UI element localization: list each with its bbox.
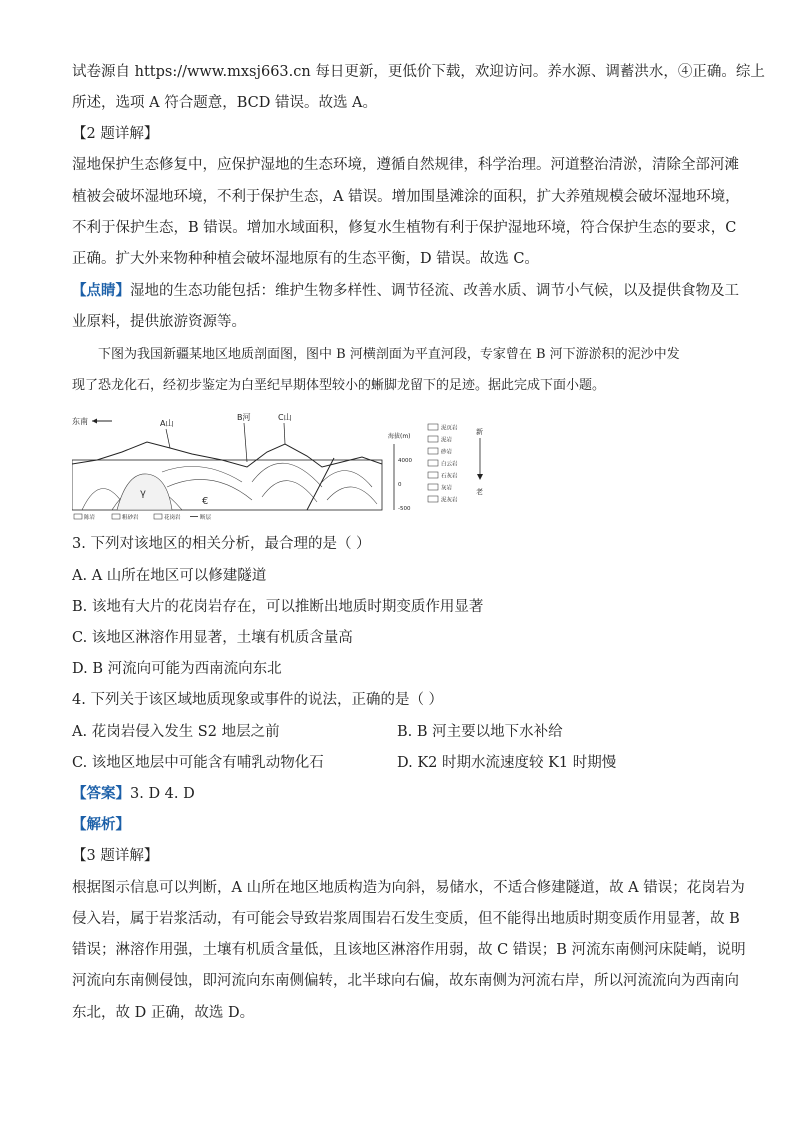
elev-tick-minus500: -500 — [398, 506, 411, 512]
line-6: 正确。扩大外来物种种植会破坏湿地原有的生态平衡，D 错误。故选 C。 — [72, 251, 539, 267]
q4-option-b: B. B 河主要以地下水补给 — [397, 724, 563, 740]
svg-text:花岗岩: 花岗岩 — [164, 515, 181, 521]
q3-option-c: C. 该地区淋溶作用显著，土壤有机质含量高 — [72, 630, 353, 646]
line-8: 业原料，提供旅游资源等。 — [72, 314, 246, 330]
legend-o1: 灰岩 — [441, 485, 453, 492]
legend-o2: 石灰岩 — [441, 473, 458, 480]
age-new-label: 新 — [476, 428, 483, 436]
line-7 — [72, 281, 739, 301]
elev-tick-0: 0 — [398, 482, 402, 488]
para-line-4: 河流向东南侧侵蚀，即河流向东南侧偏转，北半球向右偏，故东南侧为河流右岸，所以河流流向为西南向 — [72, 973, 739, 989]
question-3: 3. 下列对该地区的相关分析，最合理的是（ ） — [72, 536, 371, 552]
heading-q2-detail: 【2 题详解】 — [72, 126, 159, 142]
svg-text:粗砂岩: 粗砂岩 — [122, 515, 139, 521]
mountain-c-label: C山 — [278, 413, 292, 422]
legend-k2: 泥页岩 — [441, 425, 458, 432]
answer-line — [72, 784, 195, 804]
river-b-label: B河 — [237, 413, 251, 422]
q3-option-d: D. B 河流向可能为西南流向东北 — [72, 661, 282, 677]
elev-tick-4000: 4000 — [398, 458, 412, 464]
svg-text:陈岩: 陈岩 — [84, 515, 96, 521]
para-line-5: 东北，故 D 正确，故选 D。 — [72, 1005, 255, 1021]
answer-text: 3. D 4. D — [130, 786, 195, 802]
bottom-legend — [74, 513, 212, 521]
q4-option-d: D. K2 时期水流速度较 K1 时期慢 — [397, 755, 617, 771]
elevation-title: 海拔(m) — [388, 433, 411, 440]
line-5: 不利于保护生态，B 错误。增加水域面积，修复水生植物有利于保护湿地环境，符合保护生态的要求，C — [72, 220, 737, 236]
strata-legend — [428, 424, 458, 504]
analysis-label: 【解析】 — [72, 816, 130, 833]
material-line-2: 现了恐龙化石，经初步鉴定为白垩纪早期体型较小的蜥脚龙留下的足迹。据此完成下面小题。 — [72, 378, 606, 393]
line-1: 试卷源自 https://www.mxsj663.cn 每日更新，更低价下载，欢迎访问。养水源、调蓄洪水，④正确。综上 — [72, 64, 765, 80]
line-4: 植被会破坏湿地环境，不利于保护生态，A 错误。增加围垦滩涂的面积，扩大养殖规模会破坏湿地环境， — [72, 189, 740, 205]
line-3: 湿地保护生态修复中，应保护湿地的生态环境，遵循自然规律，科学治理。河道整治清淤，清除全部河滩 — [72, 157, 739, 173]
heading-q3-detail: 【3 题详解】 — [72, 848, 159, 864]
legend-j2: 砂岩 — [441, 449, 453, 456]
answer-label: 【答案】 — [72, 785, 130, 802]
dianjing-text: 湿地的生态功能包括：维护生物多样性、调节径流、改善水质、调节小气候，以及提供食物及工 — [130, 283, 739, 299]
q3-option-b: B. 该地有大片的花岗岩存在，可以推断出地质时期变质作用显著 — [72, 599, 484, 615]
svg-text:断层: 断层 — [200, 515, 212, 521]
para-line-3: 错误；淋溶作用强，土壤有机质含量低，且该地区淋溶作用弱，故 C 错误；B 河流东南侧河床陡峭，说明 — [72, 942, 746, 958]
surface-line — [72, 442, 382, 467]
age-old-label: 老 — [476, 488, 483, 496]
question-4: 4. 下列关于该区域地质现象或事件的说法，正确的是（ ） — [72, 692, 444, 708]
legend-j1: 白云岩 — [441, 461, 458, 468]
svg-text:γ: γ — [140, 488, 146, 499]
para-line-2: 侵入岩，属于岩浆活动，有可能会导致岩浆周围岩石发生变质，但不能得出地质时期变质作用显著，故 B — [72, 911, 740, 927]
legend-k1: 泥岩 — [441, 437, 453, 444]
q4-option-a: A. 花岗岩侵入发生 S2 地层之前 — [72, 724, 280, 740]
line-2: 所述，选项 A 符合题意，BCD 错误。故选 A。 — [72, 95, 378, 111]
legend-cambrian: 泥灰岩 — [441, 497, 458, 504]
direction-label: 东南 — [72, 417, 88, 426]
material-line-1: 下图为我国新疆某地区地质剖面图，图中 B 河横剖面为平直河段，专家曾在 B 河下游淤积的泥沙中发 — [98, 347, 680, 362]
mountain-a-label: A山 — [160, 419, 174, 428]
para-line-1: 根据图示信息可以判断，A 山所在地区地质构造为向斜，易储水，不适合修建隧道，故 A 错误；花岗岩为 — [72, 880, 745, 896]
svg-text:€: € — [202, 496, 209, 507]
q3-option-a: A. A 山所在地区可以修建隧道 — [72, 568, 267, 584]
geologic-section-figure — [72, 412, 522, 527]
dianjing-label: 【点睛】 — [72, 282, 130, 299]
q4-option-c: C. 该地区地层中可能含有哺乳动物化石 — [72, 755, 324, 771]
